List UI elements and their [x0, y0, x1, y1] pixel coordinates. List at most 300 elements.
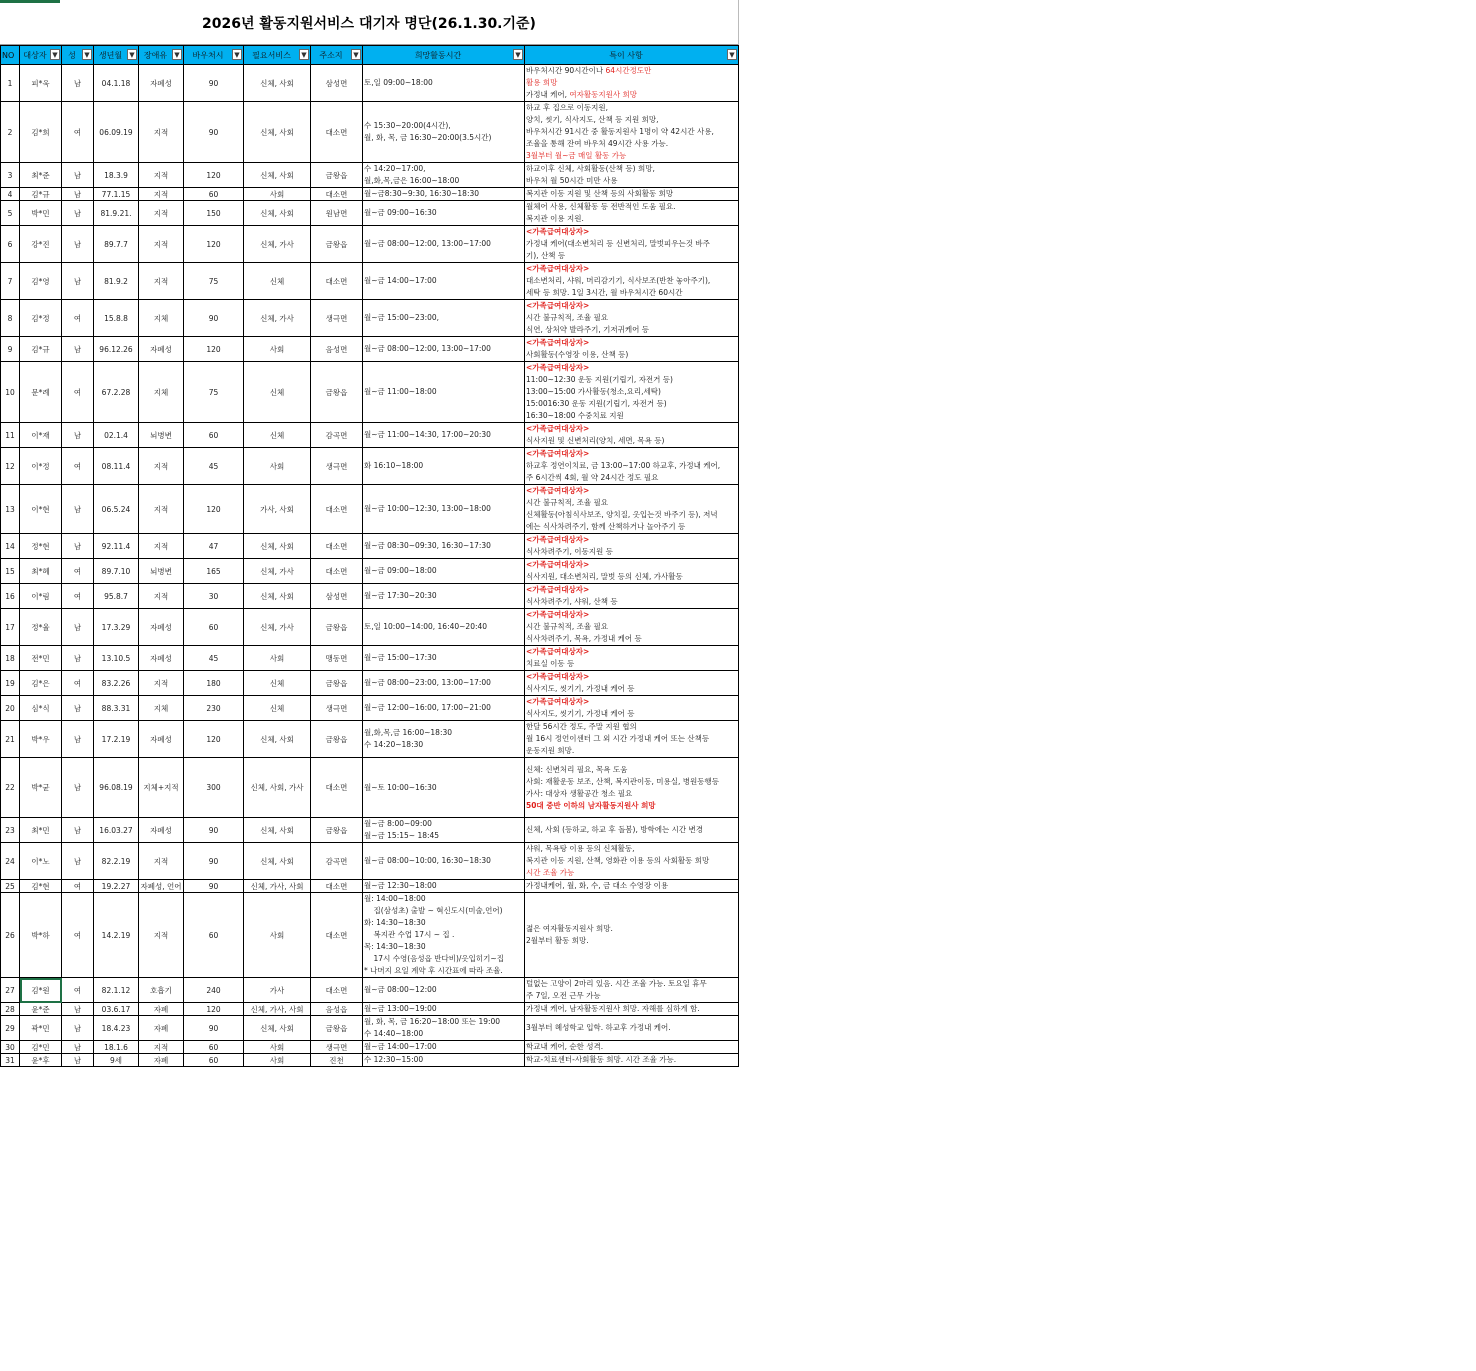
time-cell[interactable] — [363, 1003, 525, 1016]
sex-cell[interactable]: 남 — [62, 423, 94, 448]
disability-cell[interactable]: 지적 — [139, 201, 184, 226]
notes-cell[interactable] — [525, 337, 739, 362]
address-cell[interactable]: 금왕읍 — [311, 721, 363, 758]
filter-dropdown-icon[interactable]: ▼ — [299, 49, 309, 60]
birth-cell[interactable]: 13.10.5 — [94, 646, 139, 671]
time-cell[interactable] — [363, 880, 525, 893]
voucher-cell[interactable]: 60 — [184, 609, 244, 646]
address-cell[interactable]: 음성읍 — [311, 1003, 363, 1016]
sex-cell[interactable]: 남 — [62, 485, 94, 534]
sex-cell[interactable]: 남 — [62, 337, 94, 362]
time-cell[interactable] — [363, 485, 525, 534]
service-cell[interactable]: 신체 — [244, 671, 311, 696]
disability-cell[interactable]: 자폐성 — [139, 818, 184, 843]
birth-cell[interactable]: 77.1.15 — [94, 188, 139, 201]
voucher-cell[interactable]: 60 — [184, 1054, 244, 1067]
address-cell[interactable]: 금왕읍 — [311, 163, 363, 188]
sex-cell[interactable]: 남 — [62, 226, 94, 263]
address-cell[interactable]: 생극면 — [311, 1041, 363, 1054]
notes-cell[interactable] — [525, 534, 739, 559]
voucher-cell[interactable]: 60 — [184, 1041, 244, 1054]
no-cell[interactable]: 14 — [1, 534, 20, 559]
name-cell[interactable]: 최*민 — [20, 818, 62, 843]
sex-cell[interactable]: 남 — [62, 758, 94, 818]
name-cell[interactable]: 최*준 — [20, 163, 62, 188]
time-cell[interactable] — [363, 609, 525, 646]
birth-cell[interactable]: 89.7.7 — [94, 226, 139, 263]
no-cell[interactable]: 4 — [1, 188, 20, 201]
service-cell[interactable]: 신체, 가사, 사회 — [244, 880, 311, 893]
disability-cell[interactable]: 자폐 — [139, 1003, 184, 1016]
service-cell[interactable]: 신체, 사회 — [244, 1016, 311, 1041]
service-cell[interactable]: 사회 — [244, 188, 311, 201]
no-cell[interactable]: 12 — [1, 448, 20, 485]
voucher-cell[interactable]: 180 — [184, 671, 244, 696]
no-cell[interactable]: 10 — [1, 362, 20, 423]
no-cell[interactable]: 23 — [1, 818, 20, 843]
name-cell[interactable]: 정*현 — [20, 534, 62, 559]
disability-cell[interactable]: 지적 — [139, 534, 184, 559]
service-cell[interactable]: 사회 — [244, 893, 311, 978]
disability-cell[interactable]: 자폐성 — [139, 65, 184, 102]
notes-cell[interactable] — [525, 423, 739, 448]
sex-cell[interactable]: 남 — [62, 1003, 94, 1016]
time-cell[interactable] — [363, 1041, 525, 1054]
birth-cell[interactable]: 88.3.31 — [94, 696, 139, 721]
time-cell[interactable] — [363, 893, 525, 978]
column-header-time[interactable] — [363, 46, 525, 65]
notes-cell[interactable] — [525, 485, 739, 534]
address-cell[interactable]: 맹동면 — [311, 646, 363, 671]
notes-cell[interactable] — [525, 696, 739, 721]
time-cell[interactable] — [363, 423, 525, 448]
no-cell[interactable]: 21 — [1, 721, 20, 758]
service-cell[interactable]: 사회 — [244, 448, 311, 485]
disability-cell[interactable]: 지적 — [139, 226, 184, 263]
voucher-cell[interactable]: 240 — [184, 978, 244, 1003]
time-cell[interactable] — [363, 534, 525, 559]
voucher-cell[interactable]: 90 — [184, 102, 244, 163]
sex-cell[interactable]: 여 — [62, 448, 94, 485]
service-cell[interactable]: 신체 — [244, 362, 311, 423]
address-cell[interactable]: 금왕읍 — [311, 818, 363, 843]
birth-cell[interactable]: 92.11.4 — [94, 534, 139, 559]
time-cell[interactable] — [363, 263, 525, 300]
address-cell[interactable]: 금왕읍 — [311, 1016, 363, 1041]
name-cell[interactable]: 피*욱 — [20, 65, 62, 102]
service-cell[interactable]: 신체, 사회 — [244, 721, 311, 758]
birth-cell[interactable]: 89.7.10 — [94, 559, 139, 584]
address-cell[interactable]: 대소면 — [311, 559, 363, 584]
name-cell[interactable]: 이*현 — [20, 485, 62, 534]
name-cell[interactable]: 곽*민 — [20, 1016, 62, 1041]
sex-cell[interactable]: 남 — [62, 65, 94, 102]
birth-cell[interactable]: 15.8.8 — [94, 300, 139, 337]
no-cell[interactable]: 5 — [1, 201, 20, 226]
name-cell[interactable]: 문*례 — [20, 362, 62, 423]
voucher-cell[interactable]: 90 — [184, 843, 244, 880]
disability-cell[interactable]: 지적 — [139, 163, 184, 188]
address-cell[interactable]: 대소면 — [311, 893, 363, 978]
notes-cell[interactable] — [525, 300, 739, 337]
sex-cell[interactable]: 남 — [62, 609, 94, 646]
service-cell[interactable]: 사회 — [244, 337, 311, 362]
sex-cell[interactable]: 남 — [62, 646, 94, 671]
column-header-name[interactable] — [20, 46, 62, 65]
sex-cell[interactable]: 여 — [62, 978, 94, 1003]
address-cell[interactable]: 대소면 — [311, 758, 363, 818]
birth-cell[interactable]: 96.12.26 — [94, 337, 139, 362]
no-cell[interactable]: 20 — [1, 696, 20, 721]
notes-cell[interactable] — [525, 188, 739, 201]
service-cell[interactable]: 신체, 가사 — [244, 300, 311, 337]
disability-cell[interactable]: 지적 — [139, 448, 184, 485]
name-cell[interactable]: 김*정 — [20, 300, 62, 337]
notes-cell[interactable] — [525, 978, 739, 1003]
name-cell[interactable]: 박*하 — [20, 893, 62, 978]
address-cell[interactable]: 대소면 — [311, 485, 363, 534]
column-header-service[interactable] — [244, 46, 311, 65]
time-cell[interactable] — [363, 818, 525, 843]
disability-cell[interactable]: 자폐성 — [139, 609, 184, 646]
notes-cell[interactable] — [525, 559, 739, 584]
column-header-sex[interactable] — [62, 46, 94, 65]
birth-cell[interactable]: 67.2.28 — [94, 362, 139, 423]
birth-cell[interactable]: 17.3.29 — [94, 609, 139, 646]
disability-cell[interactable]: 뇌병변 — [139, 423, 184, 448]
address-cell[interactable]: 생극면 — [311, 696, 363, 721]
birth-cell[interactable]: 03.6.17 — [94, 1003, 139, 1016]
time-cell[interactable] — [363, 646, 525, 671]
disability-cell[interactable]: 지체 — [139, 362, 184, 423]
no-cell[interactable]: 9 — [1, 337, 20, 362]
no-cell[interactable]: 29 — [1, 1016, 20, 1041]
no-cell[interactable]: 17 — [1, 609, 20, 646]
sex-cell[interactable]: 여 — [62, 880, 94, 893]
service-cell[interactable]: 신체, 사회 — [244, 102, 311, 163]
service-cell[interactable]: 신체, 사회 — [244, 534, 311, 559]
birth-cell[interactable]: 81.9.2 — [94, 263, 139, 300]
voucher-cell[interactable]: 300 — [184, 758, 244, 818]
disability-cell[interactable]: 지적 — [139, 102, 184, 163]
notes-cell[interactable] — [525, 1054, 739, 1067]
voucher-cell[interactable]: 60 — [184, 188, 244, 201]
voucher-cell[interactable]: 90 — [184, 1016, 244, 1041]
column-header-voucher[interactable] — [184, 46, 244, 65]
voucher-cell[interactable]: 90 — [184, 818, 244, 843]
sex-cell[interactable]: 남 — [62, 1041, 94, 1054]
name-cell[interactable]: 이*정 — [20, 448, 62, 485]
disability-cell[interactable]: 자폐성, 언어 — [140, 881, 182, 891]
voucher-cell[interactable]: 75 — [184, 362, 244, 423]
time-cell[interactable] — [363, 362, 525, 423]
voucher-cell[interactable]: 120 — [184, 163, 244, 188]
voucher-cell[interactable]: 30 — [184, 584, 244, 609]
service-cell[interactable]: 사회 — [244, 1054, 311, 1067]
service-cell[interactable]: 신체, 가사 — [244, 609, 311, 646]
name-cell[interactable]: 전*민 — [20, 646, 62, 671]
no-cell[interactable]: 28 — [1, 1003, 20, 1016]
column-header-address[interactable] — [311, 46, 363, 65]
birth-cell[interactable]: 17.2.19 — [94, 721, 139, 758]
sex-cell[interactable]: 여 — [62, 559, 94, 584]
birth-cell[interactable]: 96.08.19 — [94, 758, 139, 818]
sex-cell[interactable]: 남 — [62, 163, 94, 188]
notes-cell[interactable] — [525, 584, 739, 609]
name-cell[interactable]: 이*림 — [20, 584, 62, 609]
name-cell[interactable]: 윤*준 — [20, 1003, 62, 1016]
disability-cell[interactable]: 자폐성 — [139, 721, 184, 758]
no-cell[interactable]: 31 — [1, 1054, 20, 1067]
address-cell[interactable]: 대소면 — [311, 978, 363, 1003]
no-cell[interactable]: 13 — [1, 485, 20, 534]
sex-cell[interactable]: 남 — [62, 1054, 94, 1067]
filter-dropdown-icon[interactable]: ▼ — [513, 49, 523, 60]
service-cell[interactable]: 신체 — [244, 696, 311, 721]
notes-cell[interactable] — [525, 1003, 739, 1016]
notes-cell[interactable] — [525, 1016, 739, 1041]
voucher-cell[interactable]: 60 — [184, 423, 244, 448]
notes-cell[interactable] — [525, 609, 739, 646]
voucher-cell[interactable]: 120 — [184, 721, 244, 758]
disability-cell[interactable]: 지적 — [139, 584, 184, 609]
disability-cell[interactable]: 지적 — [139, 671, 184, 696]
voucher-cell[interactable]: 75 — [184, 263, 244, 300]
address-cell[interactable]: 진천 — [311, 1054, 363, 1067]
time-cell[interactable] — [363, 843, 525, 880]
voucher-cell[interactable]: 90 — [184, 880, 244, 893]
service-cell[interactable]: 신체, 사회 — [244, 818, 311, 843]
time-cell[interactable] — [363, 696, 525, 721]
address-cell[interactable]: 대소면 — [311, 880, 363, 893]
birth-cell[interactable]: 95.8.7 — [94, 584, 139, 609]
notes-cell[interactable] — [525, 1041, 739, 1054]
time-cell[interactable] — [363, 163, 525, 188]
disability-cell[interactable]: 지체 — [139, 300, 184, 337]
time-cell[interactable] — [363, 226, 525, 263]
notes-cell[interactable] — [525, 721, 739, 758]
time-cell[interactable] — [363, 584, 525, 609]
name-cell[interactable]: 박*민 — [20, 201, 62, 226]
filter-dropdown-icon[interactable]: ▼ — [127, 49, 137, 60]
service-cell[interactable]: 신체, 사회, 가사 — [244, 758, 311, 818]
no-cell[interactable]: 25 — [1, 880, 20, 893]
sex-cell[interactable]: 여 — [62, 300, 94, 337]
time-cell[interactable] — [363, 448, 525, 485]
sex-cell[interactable]: 남 — [62, 818, 94, 843]
address-cell[interactable]: 감곡면 — [311, 423, 363, 448]
address-cell[interactable]: 음성면 — [311, 337, 363, 362]
service-cell[interactable]: 신체 — [244, 423, 311, 448]
address-cell[interactable]: 감곡면 — [311, 843, 363, 880]
service-cell[interactable]: 가사 — [244, 978, 311, 1003]
time-cell[interactable] — [363, 188, 525, 201]
sex-cell[interactable]: 남 — [62, 696, 94, 721]
time-cell[interactable] — [363, 337, 525, 362]
notes-cell[interactable] — [525, 226, 739, 263]
no-cell[interactable]: 27 — [1, 978, 20, 1003]
notes-cell[interactable] — [525, 843, 739, 880]
birth-cell[interactable]: 08.11.4 — [94, 448, 139, 485]
address-cell[interactable]: 대소면 — [311, 102, 363, 163]
filter-dropdown-icon[interactable]: ▼ — [50, 49, 60, 60]
no-cell[interactable]: 8 — [1, 300, 20, 337]
service-cell[interactable]: 사회 — [244, 1041, 311, 1054]
time-cell[interactable] — [363, 102, 525, 163]
voucher-cell[interactable]: 120 — [184, 337, 244, 362]
voucher-cell[interactable]: 47 — [184, 534, 244, 559]
filter-dropdown-icon[interactable]: ▼ — [727, 49, 737, 60]
disability-cell[interactable]: 자폐성 — [139, 646, 184, 671]
service-cell[interactable]: 신체, 사회 — [244, 163, 311, 188]
time-cell[interactable] — [363, 1054, 525, 1067]
no-cell[interactable]: 30 — [1, 1041, 20, 1054]
notes-cell[interactable] — [525, 263, 739, 300]
no-cell[interactable]: 11 — [1, 423, 20, 448]
voucher-cell[interactable]: 120 — [184, 1003, 244, 1016]
sex-cell[interactable]: 남 — [62, 534, 94, 559]
no-cell[interactable]: 15 — [1, 559, 20, 584]
disability-cell[interactable]: 지적 — [139, 188, 184, 201]
voucher-cell[interactable]: 90 — [184, 65, 244, 102]
sex-cell[interactable]: 남 — [62, 721, 94, 758]
notes-cell[interactable] — [525, 201, 739, 226]
address-cell[interactable]: 금왕읍 — [311, 609, 363, 646]
voucher-cell[interactable]: 230 — [184, 696, 244, 721]
service-cell[interactable]: 신체, 사회 — [244, 201, 311, 226]
time-cell[interactable] — [363, 201, 525, 226]
filter-dropdown-icon[interactable]: ▼ — [82, 49, 92, 60]
name-cell[interactable]: 정*율 — [20, 609, 62, 646]
voucher-cell[interactable]: 150 — [184, 201, 244, 226]
disability-cell[interactable]: 지적 — [139, 893, 184, 978]
address-cell[interactable]: 생극면 — [311, 448, 363, 485]
birth-cell[interactable]: 81.9.21. — [94, 201, 139, 226]
name-cell[interactable]: 김*규 — [20, 337, 62, 362]
no-cell[interactable]: 18 — [1, 646, 20, 671]
no-cell[interactable]: 24 — [1, 843, 20, 880]
service-cell[interactable]: 신체, 가사 — [244, 559, 311, 584]
sex-cell[interactable]: 남 — [62, 201, 94, 226]
filter-dropdown-icon[interactable]: ▼ — [232, 49, 242, 60]
time-cell[interactable] — [363, 300, 525, 337]
address-cell[interactable]: 대소면 — [311, 188, 363, 201]
sex-cell[interactable]: 남 — [62, 263, 94, 300]
birth-cell[interactable]: 04.1.18 — [94, 65, 139, 102]
sex-cell[interactable]: 여 — [62, 584, 94, 609]
no-cell[interactable]: 22 — [1, 758, 20, 818]
time-cell[interactable] — [363, 978, 525, 1003]
voucher-cell[interactable]: 165 — [184, 559, 244, 584]
birth-cell[interactable]: 18.3.9 — [94, 163, 139, 188]
address-cell[interactable]: 금왕읍 — [311, 362, 363, 423]
disability-cell[interactable]: 자폐성 — [139, 337, 184, 362]
birth-cell[interactable]: 06.09.19 — [94, 102, 139, 163]
column-header-no[interactable] — [1, 46, 20, 65]
birth-cell[interactable]: 16.03.27 — [94, 818, 139, 843]
service-cell[interactable]: 신체, 사회 — [244, 843, 311, 880]
time-cell[interactable] — [363, 671, 525, 696]
service-cell[interactable]: 사회 — [244, 646, 311, 671]
birth-cell[interactable]: 18.4.23 — [94, 1016, 139, 1041]
service-cell[interactable]: 신체, 사회 — [244, 584, 311, 609]
voucher-cell[interactable]: 120 — [184, 485, 244, 534]
name-cell[interactable]: 심*식 — [20, 696, 62, 721]
disability-cell[interactable]: 지적 — [139, 843, 184, 880]
time-cell[interactable] — [363, 65, 525, 102]
sex-cell[interactable]: 남 — [62, 1016, 94, 1041]
address-cell[interactable]: 대소면 — [311, 263, 363, 300]
birth-cell[interactable]: 06.5.24 — [94, 485, 139, 534]
address-cell[interactable]: 금왕읍 — [311, 226, 363, 263]
name-cell[interactable]: 김*원 — [20, 978, 62, 1003]
address-cell[interactable]: 금왕읍 — [311, 671, 363, 696]
column-header-notes[interactable] — [525, 46, 739, 65]
notes-cell[interactable] — [525, 362, 739, 423]
address-cell[interactable]: 대소면 — [311, 534, 363, 559]
birth-cell[interactable]: 02.1.4 — [94, 423, 139, 448]
no-cell[interactable]: 26 — [1, 893, 20, 978]
voucher-cell[interactable]: 60 — [184, 893, 244, 978]
no-cell[interactable]: 3 — [1, 163, 20, 188]
name-cell[interactable]: 김*은 — [20, 671, 62, 696]
name-cell[interactable]: 이*노 — [20, 843, 62, 880]
column-header-birth[interactable] — [94, 46, 139, 65]
notes-cell[interactable] — [525, 758, 739, 818]
disability-cell[interactable]: 뇌병변 — [139, 559, 184, 584]
time-cell[interactable] — [363, 721, 525, 758]
voucher-cell[interactable]: 120 — [184, 226, 244, 263]
no-cell[interactable]: 1 — [1, 65, 20, 102]
sex-cell[interactable]: 남 — [62, 843, 94, 880]
notes-cell[interactable] — [525, 102, 739, 163]
time-cell[interactable] — [363, 559, 525, 584]
name-cell[interactable]: 박*우 — [20, 721, 62, 758]
no-cell[interactable]: 16 — [1, 584, 20, 609]
name-cell[interactable]: 최*혜 — [20, 559, 62, 584]
disability-cell[interactable]: 지체 — [139, 696, 184, 721]
service-cell[interactable]: 신체, 가사, 사회 — [244, 1003, 311, 1016]
notes-cell[interactable] — [525, 646, 739, 671]
birth-cell[interactable]: 82.2.19 — [94, 843, 139, 880]
service-cell[interactable]: 가사, 사회 — [244, 485, 311, 534]
notes-cell[interactable] — [525, 893, 739, 978]
time-cell[interactable] — [363, 758, 525, 818]
column-header-disability[interactable] — [139, 46, 184, 65]
sex-cell[interactable]: 여 — [62, 893, 94, 978]
name-cell[interactable]: 김*희 — [20, 102, 62, 163]
notes-cell[interactable] — [525, 818, 739, 843]
disability-cell[interactable]: 지적 — [139, 1041, 184, 1054]
address-cell[interactable]: 생극면 — [311, 300, 363, 337]
filter-dropdown-icon[interactable]: ▼ — [172, 49, 182, 60]
notes-cell[interactable] — [525, 163, 739, 188]
service-cell[interactable]: 신체, 사회 — [244, 65, 311, 102]
birth-cell[interactable]: 14.2.19 — [94, 893, 139, 978]
disability-cell[interactable]: 지체+지적 — [139, 758, 184, 818]
notes-cell[interactable] — [525, 671, 739, 696]
disability-cell[interactable]: 자폐 — [139, 1054, 184, 1067]
no-cell[interactable]: 2 — [1, 102, 20, 163]
filter-dropdown-icon[interactable]: ▼ — [351, 49, 361, 60]
birth-cell[interactable]: 18.1.6 — [94, 1041, 139, 1054]
birth-cell[interactable]: 9세 — [94, 1054, 139, 1067]
sex-cell[interactable]: 여 — [62, 362, 94, 423]
notes-cell[interactable] — [525, 880, 739, 893]
birth-cell[interactable]: 83.2.26 — [94, 671, 139, 696]
time-cell[interactable] — [363, 1016, 525, 1041]
voucher-cell[interactable]: 90 — [184, 300, 244, 337]
